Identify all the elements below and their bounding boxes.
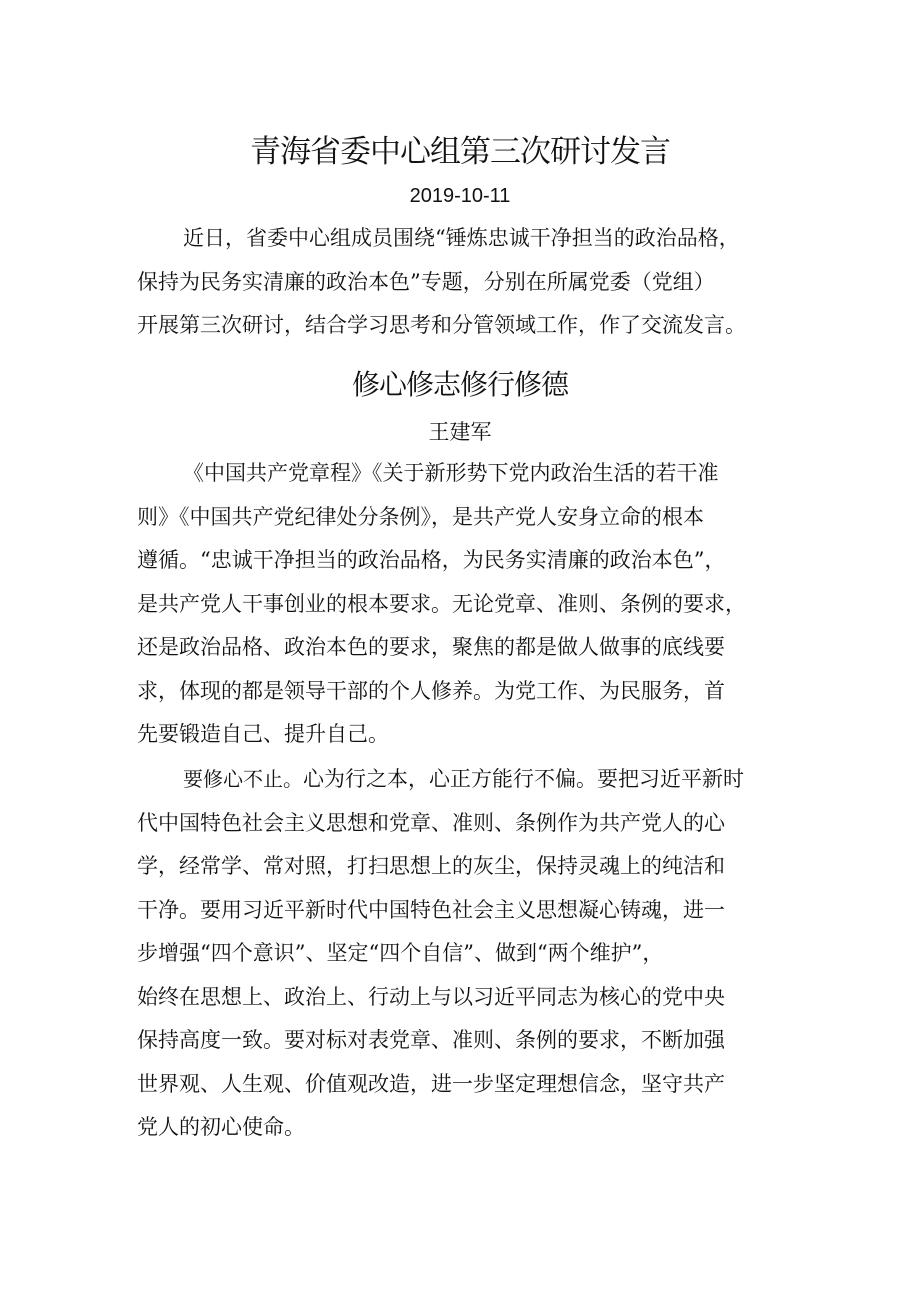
paragraph-line: 还是政治品格、政治本色的要求，聚焦的都是做人做事的底线要 bbox=[137, 635, 725, 659]
body-paragraph-1 bbox=[137, 452, 797, 757]
paragraph-line: 求，体现的都是领导干部的个人修养。为党工作、为民服务，首 bbox=[137, 678, 725, 703]
intro-line: 保持为民务实清廉的政治本色”专题，分别在所属党委（党组） bbox=[137, 269, 715, 294]
paragraph-line: 保持高度一致。要对标对表党章、准则、条例的要求，不断加强 bbox=[137, 1028, 725, 1052]
paragraph-line: 遵循。“忠诚干净担当的政治品格，为民务实清廉的政治本色”， bbox=[137, 548, 726, 572]
document-title: 青海省委中心组第三次研讨发言 bbox=[250, 134, 670, 170]
paragraph-line: 是共产党人干事创业的根本要求。无论党章、准则、条例的要求， bbox=[137, 591, 746, 616]
paragraph-line bbox=[137, 758, 797, 802]
paragraph-line: 世界观、人生观、价值观改造，进一步坚定理想信念，坚守共产 bbox=[137, 1071, 725, 1096]
paragraph-line: 学，经常学、常对照，打扫思想上的灰尘，保持灵魂上的纯洁和 bbox=[137, 854, 725, 878]
intro-line: 开展第三次研讨，结合学习思考和分管领域工作，作了交流发言。 bbox=[137, 313, 746, 337]
paragraph-lead-heading: 要修心不止。 bbox=[183, 767, 303, 791]
paragraph-line: 党人的初心使命。 bbox=[137, 1115, 305, 1139]
paragraph-line: 干净。要用习近平新时代中国特色社会主义思想凝心铸魂，进一 bbox=[137, 897, 725, 922]
intro-paragraph bbox=[137, 217, 797, 348]
section-title: 修心修志修行修德 bbox=[351, 368, 568, 401]
body-paragraph-2 bbox=[137, 758, 797, 1150]
paragraph-line: 《中国共产党章程》《关于新形势下党内政治生活的若干准 bbox=[183, 461, 719, 485]
paragraph-line: 步增强“四个意识”、坚定“四个自信”、做到“两个维护”， bbox=[137, 941, 664, 965]
paragraph-line: 则》《中国共产党纪律处分条例》，是共产党人安身立命的根本 bbox=[137, 504, 704, 529]
author-name: 王建军 bbox=[428, 420, 492, 444]
paragraph-line: 始终在思想上、政治上、行动上与以习近平同志为核心的党中央 bbox=[137, 984, 725, 1009]
paragraph-line: 先要锻造自己、提升自己。 bbox=[137, 722, 389, 746]
document-date: 2019-10-11 bbox=[409, 185, 511, 207]
paragraph-line-text: 心为行之本，心正方能行不偏。要把习近平新时 bbox=[303, 767, 744, 791]
paragraph-line: 代中国特色社会主义思想和党章、准则、条例作为共产党人的心 bbox=[137, 810, 725, 835]
intro-line: 近日，省委中心组成员围绕“锤炼忠诚干净担当的政治品格， bbox=[183, 226, 740, 250]
